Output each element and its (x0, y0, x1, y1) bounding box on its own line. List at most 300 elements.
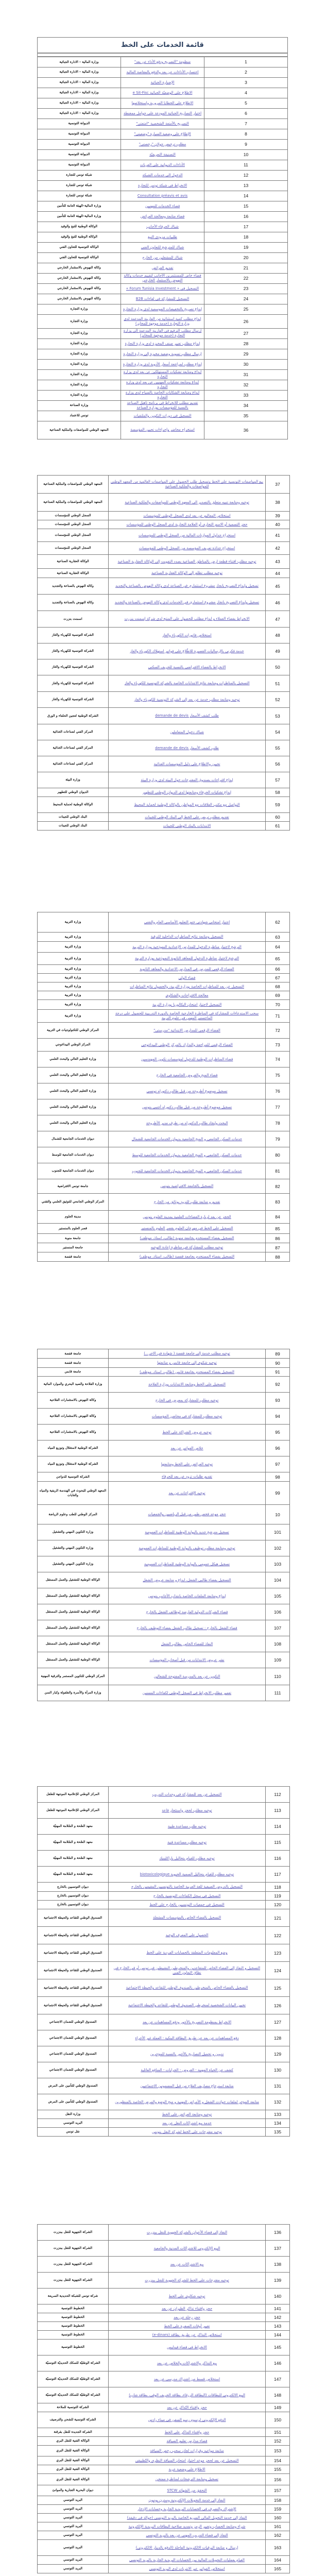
service-link[interactable]: التسجيل ومتابعة نتائج المناظرات الداخلية للترقية (150, 935, 224, 939)
service-cell (109, 2565, 266, 2573)
service-link[interactable]: خدمات السكن الجامعي و المنح الجامعية بديوان الخدمات الجامعية للوسط (132, 1153, 242, 1157)
service-link[interactable]: توجيه شكوى إلى جامعة قابس و متابعتها (157, 1361, 217, 1365)
table-row (38, 982, 290, 991)
service-link[interactable]: شراء ومتابعة الحساب وتغيير الرمز وتمديد صلاحية البطاقات البريدية الإلكترونية (128, 2524, 246, 2529)
table-row (38, 411, 288, 421)
service-link[interactable]: التسجيل بالدروس الصيفية للغة العربية الخاصة بالتونسيين المقيمين بالخارج (131, 1885, 243, 1889)
service-cell (109, 1440, 266, 1456)
service-cell (109, 2322, 266, 2331)
service-link[interactable]: إيداع ومتابعة الشكايات الخاصة بالسياح لدى وزارة التجارة (125, 391, 200, 399)
service-link[interactable]: طلب كشف الأسعار demande de devis (155, 714, 219, 718)
row-number: 66 (266, 965, 290, 974)
service-link[interactable]: إيداع مطلب لمراجعة أسعار الأدوية لدى وزارة التجارة (123, 362, 202, 366)
service-cell (109, 1234, 266, 1243)
service-cell (109, 772, 266, 788)
agency-cell: الوكالة الوطنية للتشغيل والعمل المستقل (38, 1620, 109, 1636)
service-link[interactable]: التسجيل عن بعد للمناظرات الخاصة بوزارة التربية، والحصول نتائج المناظرات (130, 984, 244, 989)
agency-cell: الوكالة الوطنية للتشغيل والعمل المستقل (38, 1636, 109, 1652)
service-link[interactable]: توجيه مطلب للمشاركة في مناظرة إعادة التوجيه (150, 1245, 224, 1250)
agency-cell: معهد الصّحة و السّلامة المهنيّة (38, 1867, 109, 1883)
table-row (38, 380, 288, 390)
agency-cell: وزارة التربية (38, 982, 109, 991)
table-row (38, 529, 290, 542)
service-link[interactable]: توجيه مطلب للمشاركة في محاضن المؤسسات (151, 1414, 222, 1418)
service-link[interactable]: فضاء الشغل بالخارج : تسجيل طالب الشغل بفضاء التوظيف بالخارج (136, 1625, 237, 1630)
row-number: 103 (266, 1556, 290, 1572)
service-link[interactable]: خدمات السكن الجامعي و المنح الجامعية بديوان الخدمات الجامعية للجنوب (132, 1168, 242, 1173)
service-link[interactable]: فضاء الخدمات للمهنيين (145, 204, 180, 208)
row-number: 27 (204, 328, 288, 338)
service-link[interactable]: تسجيل وإيداع التصريح بانجاز مشروع استثماري في الخدمات لدى وكالة النهوض بالصناعة والتجديد (114, 600, 260, 605)
service-link[interactable]: الدخول الى خدمات الشبكة (142, 173, 183, 177)
service-link[interactable]: استخراج جداول الموازنات المالية من السجل الوطني للمؤسسات (138, 533, 236, 537)
table-row (38, 2094, 290, 2110)
service-link[interactable]: الاطلاع على وضعية عربة (168, 2467, 205, 2471)
service-link[interactable]: استخلاص الفواتير عبر الانترنات لدى البريد التونسي (149, 2566, 225, 2571)
service-cell (109, 1083, 266, 1099)
service-link[interactable]: توجيه شكاوى على الخط (168, 2294, 205, 2298)
service-cell (109, 2355, 266, 2371)
service-link[interactable]: النفاذ إلى خدمة التحويل المالي السريع الخاصة بالبريد التونسي (حوالة في دقيقة) (127, 2515, 247, 2520)
service-cell (121, 180, 204, 191)
service-link[interactable]: الاطلاع على الوضعيّة الجبائية e Sit-Fisc (132, 90, 193, 95)
service-link[interactable]: التسجيل بفضاء طالبي الشغل، ايداع و متابعة عروض الشغل (143, 1578, 231, 1582)
service-link[interactable]: إيداع مطلب كمية استثنائية من الفارينة المدعمة لدى وزارة التجارة (خدمة موجهة للمخابز) (124, 316, 201, 326)
service-link[interactable]: توجيه الإقتراحات عن بعد (168, 1490, 205, 1495)
agency-cell: ديوان الخدمات الجامعية للجنوب (38, 1163, 109, 1179)
table-row (38, 2241, 290, 2257)
service-link[interactable]: Consultation préavis et avis (137, 193, 188, 198)
service-link[interactable]: التسجيل بفضاء المستخدم بجامعة قفصة (طالب، استاذ، موظف) (139, 1255, 235, 1259)
service-cell (109, 1867, 266, 1883)
agency-cell: الوكالة الوطنية للتشغيل والعمل المستقل (38, 1572, 109, 1588)
agency-cell: شبكة تونس للتجارة (38, 180, 121, 191)
service-link[interactable]: تقديم و متابعة طلب للتزود بوثائق من الخارج (153, 1199, 220, 1204)
service-link[interactable]: التسجيل في « Forum Tunisia Investment » (126, 286, 199, 291)
service-link[interactable]: فضاء المناظرات الوطنية للدخول لمؤسسات تكوين المهندسين (141, 1057, 233, 1061)
service-link[interactable]: طلبيات مزودي التبغ (148, 234, 177, 239)
service-link[interactable]: التسجيل في جمعيات التونسيين بالخارج على الخط (149, 1902, 225, 1907)
service-link[interactable]: تسجيل مترشح جديد بالبوابة الوطنية للمناظرات العمومية (145, 1530, 229, 1534)
row-number: 12 (204, 170, 288, 180)
agency-cell: وزارة التكوين المهني والتشغيل (38, 1540, 109, 1556)
agency-cell: وزارة التربية (38, 942, 109, 953)
row-number: 64 (266, 942, 290, 953)
service-link[interactable]: بيع التذاكر والاشتراكات والخلاص عن بعد (157, 2361, 217, 2365)
service-link[interactable]: استخلاص المعاليم عن بعد لدى السجل الوطني للمؤسسات (143, 513, 231, 518)
service-link[interactable]: التسجيل في سجل الكفاءات التونسية بالخارج (153, 1893, 221, 1898)
table-row (38, 1368, 290, 1377)
service-link[interactable]: إيداع تصريح بالتخفيضات الموسمية لدى وزارة التجارة (123, 307, 202, 311)
service-link[interactable]: احتساب الأداءات عن بعد والدفع بالمقاصة المالية (126, 70, 199, 74)
row-number: 80 (266, 1147, 290, 1163)
service-link[interactable]: الاطلاع على الخطايا المرورية واستخلاصها (131, 100, 194, 105)
service-link[interactable]: الترشح لاجتياز مناظرة الدخول للمعاهد الثانوية النموذجية بوزارة التربية (134, 956, 239, 961)
service-link[interactable]: تدوين و تحميل التصاريح بالأجور بالنسبة للمؤجرين (150, 2052, 224, 2056)
service-link[interactable]: الانخراط بمنظومة التصريح بالأجور ودفع المساهمات عن بعد (142, 2020, 232, 2024)
agency-cell: الصندوق الوطني للتقاعد والحيطة الاجتماعية (38, 1909, 109, 1927)
service-link[interactable]: نشر عروض الانتدابات من قبل أصحاب المؤسسات (149, 1657, 225, 1662)
agency-cell: تونس للاعتماد (38, 411, 121, 421)
table-row (38, 201, 288, 211)
table-row (38, 1851, 290, 1867)
service-link[interactable]: تسجيل موضوع أطروحة من قبل طالب دكتوراه أجنبي بتونس (142, 1105, 232, 1109)
row-number: 36 (204, 421, 288, 439)
service-cell (109, 1505, 266, 1524)
service-link[interactable]: النفاذ إلى فضاء التدريب المهني عن بعد بالبريد التونسي (146, 2533, 228, 2537)
service-link[interactable]: التسجيل في دورات التكوين والملتقيات (133, 413, 192, 418)
agency-cell: وكالة النهوض بالاستثمار الخارجي (38, 263, 121, 273)
row-number: 112 (266, 1787, 290, 1803)
service-link[interactable]: دفع المساهمات عن بعد عن طريق البطاقة البنكية - العملة غير الأجراء (135, 2036, 239, 2040)
row-number: 146 (266, 2355, 290, 2371)
service-cell (109, 2078, 266, 2094)
service-link[interactable]: توجيه مطلب مساعدة فنية (167, 1840, 207, 1844)
service-cell (121, 349, 204, 359)
row-number: 106 (266, 1604, 290, 1620)
row-number: 56 (266, 756, 290, 772)
service-link[interactable]: القيام بعمليات التحويلات المالية بين الحسابات البريدية الجارية بالبريد التونسي (129, 2557, 245, 2562)
service-link[interactable]: اجتياز امتحاني شهادتي ختم التعليم الأساسي العام والتقني (144, 920, 230, 924)
agency-cell: وزارة التعليم العالي والبحث العلمي (38, 1067, 109, 1083)
row-number: 140 (266, 2289, 290, 2304)
service-link[interactable]: استخلاص التذاكر عن طريق بطاقة (e-dinars) (152, 2332, 222, 2337)
service-link[interactable]: التسجيل عن بعد لحجز موعد اجتياز امتحان السياقة النظري والتّطبيقي (135, 2458, 239, 2463)
service-cell (109, 1636, 266, 1652)
service-cell (109, 2556, 266, 2565)
service-link[interactable]: التسجيل لاجتياز امتحان البكالوريا بوزارة التربية (152, 1002, 222, 1007)
service-link[interactable]: استخراج جذاذة تعريف المؤسسة من السجل الوطني للمؤسسات (139, 546, 235, 550)
service-cell (121, 400, 204, 411)
table-row (38, 294, 288, 304)
service-cell (109, 2496, 266, 2505)
service-link[interactable]: البيع الإلكتروني للاشتراكات المدنية والجامعية (153, 2246, 220, 2250)
service-link[interactable]: التسجيل بالفضاء الخاص بالمنخرطين بالصندوق الوطني للتقاعد والحيطة الإجتماعية (126, 1986, 248, 1990)
agency-cell: الصندوق الوطني للضمان الاجتماعي (38, 2030, 109, 2046)
service-link[interactable]: توجيه مطلب اقتناء قطعة ارض بالمناطق الصناعية بصدد التفويت إلى الوكالة العقارية الصناعية (117, 559, 256, 564)
agency-cell: البريد التونسي (38, 2496, 109, 2505)
service-link[interactable]: تقديم العرائض (151, 265, 174, 270)
row-number: 49 (266, 643, 290, 659)
table-row (38, 314, 288, 328)
agency-cell: المركز الوطني للإعلامية الموجهة للطفل (38, 1803, 109, 1819)
service-link[interactable]: إرسال مطلب الترفيع في الفارينة المدعمة إلى وزارة التجارة (خدمة موجهة للمخابز) (123, 329, 202, 337)
row-number: 29 (204, 349, 288, 359)
service-link[interactable]: إيداع ومتابعة الملفات الخاصة بانتداب الأجانب بتونس (148, 1594, 226, 1598)
agency-cell: الشركة الوطنية لعجين الحلفاء و الورق (38, 708, 109, 724)
service-link[interactable]: منظومة "التصريح ودفع الأداء عن بعد" (134, 59, 191, 64)
service-link[interactable]: توجيه مطلب للمشاركة بمعرض في الخارج (155, 1398, 219, 1402)
service-link[interactable]: إرسال و متابعة البرقيات الالكترونية العاجلة (الدفع بالدينار الالكتروني) (135, 2545, 238, 2550)
service-link[interactable]: متابعة استرجاع مصاريف العلاج من قبل المضمونين الاجتماعيين (140, 2083, 234, 2088)
service-link[interactable]: التواصل مع مكتب العلاقات مع المواطن بالوكالة الوطنية لحماية المحيط (134, 802, 240, 807)
table-row (38, 328, 288, 338)
service-link[interactable]: شباك للمشغلين من الخارج (142, 255, 183, 260)
service-link[interactable]: مطلب ترخيص جولان "رخصتي" (139, 142, 186, 146)
service-link[interactable]: إيداع ومتابعة تشكيات المستهلكين عن بعد لدى وزارة التجارة (123, 370, 202, 379)
service-link[interactable]: النفاذ إلى فضاء الأعوان بالشركة الجهوية للنقل ببنزرت (146, 2230, 228, 2234)
service-link[interactable]: توجيه ومتابعة مطلب توظيف بالبوابة الوطنية للمناظرات العمومية (139, 1546, 235, 1550)
service-cell (109, 1572, 266, 1588)
service-link[interactable]: بيع المواصفات التونسية على الخط وتسجيل طلب الحصول على المواصفات العالمية من المعهد الوطني للمواصفات والملكية الصناعية (110, 480, 264, 488)
service-link[interactable]: تسجيل ومتابعة الترشحات لمناظرة ممتحن (156, 2477, 218, 2482)
service-link[interactable]: تسجيل هيكل عمومي بالبوابة الوطنية للمناظرات العمومية (144, 1562, 230, 1566)
row-number: 102 (266, 1540, 290, 1556)
service-link[interactable]: التحقق من الشهائد STCW (167, 2488, 207, 2493)
agency-cell: الوكالة الوطنية للتبغ والوقيد (38, 232, 121, 242)
service-cell (109, 520, 266, 529)
service-link[interactable]: سحب الاستدعاءات للمشاركة في المناظرة الخارجية الخاصة بالدورة التدريبية للحصول على درجة الماجستير المهني في علوم التربية (115, 1011, 259, 1020)
row-number: 108 (266, 1636, 290, 1652)
service-link[interactable]: التسجيل للمشاركة في لقاءات B2B (135, 296, 190, 301)
service-link[interactable]: الانخراط بالفضاء الافتراضي بالنسبة للحريف السكني (148, 665, 226, 669)
row-number: 39 (266, 512, 290, 520)
service-link[interactable]: التسجيل على الخط في مهرجان العلوم بقصر العلوم بالمنستير (141, 1226, 233, 1231)
service-link[interactable]: فضاء المنح والقروض الجامعية في الخارج (156, 1073, 218, 1077)
service-cell (109, 494, 266, 512)
service-link[interactable]: توجيه مقترحات على الخط لشركة النقل بتونس (152, 2129, 222, 2134)
service-link[interactable]: الفضاء الرقمي للمدرس في المدارس الاعدادية والمعاهد الثانوية (140, 967, 234, 971)
agency-cell: جامعة قفصة (38, 1359, 109, 1368)
service-link[interactable]: التصنيفة التعريفيّة (149, 152, 176, 157)
service-link[interactable]: البحث وإيجاد طالب الدكتوراه من طرف مدير الأطروحة (146, 1121, 228, 1125)
service-link[interactable]: حجز واقتناء التذاكر على الخط (164, 2430, 210, 2434)
service-cell (109, 1039, 266, 1052)
service-link[interactable]: تغيير أوقات السفرة على الخط (164, 2324, 210, 2328)
service-link[interactable]: كشف عن الحياة المهنية - القروض - الجرايات - المنافع العائلية (141, 2067, 233, 2072)
service-link[interactable]: الترشح لاجتياز مناظرة الدخول للمدارس الإعدادية النموذجية بوزارة التربية (132, 944, 242, 949)
service-link[interactable]: خلاص الفواتير عن بعد (170, 1446, 203, 1450)
agency-cell: وزارة النقل (38, 2110, 109, 2119)
service-cell (109, 2257, 266, 2273)
table-row (38, 2485, 290, 2496)
service-cell (109, 2241, 266, 2257)
agency-cell: نقل تونس (38, 2128, 109, 2137)
service-cell (109, 1179, 266, 1194)
service-link[interactable]: التسجيل عن بعد للمشاركة في وحدات التدريب (152, 1792, 222, 1797)
service-link[interactable]: التسجيل بفضاء المستخدم بجامعة منوبة (طالب، استاذ، موظف) (140, 1236, 234, 1241)
service-link[interactable]: التسجيل بالمناظرات ومتابعة نتائج الانتدابات الخاصة بالشركة التونسية للكهرباء والغاز (124, 681, 250, 686)
service-link[interactable]: حجز واقتناء تذاكر الطيران عن بعد (161, 2306, 213, 2311)
agency-cell: وزارة التجارة (38, 369, 121, 380)
agency-cell: الخطوط التونسية (38, 2331, 109, 2340)
row-number: 74 (266, 1052, 290, 1067)
service-link[interactable]: الحجز عن بعد لزيارة الفضاءات العلمية بمدينة العلوم بتونس (143, 1214, 231, 1219)
agency-cell: وزارة التجارة (38, 304, 121, 314)
table-row (38, 2387, 290, 2403)
service-link[interactable]: البيع الالكتروني للبطاقات (البطاقة الزرقاء، بطاقة الحريف الوفي، بطاقة شاب) (129, 2393, 245, 2397)
table-row (38, 2304, 290, 2313)
table-row (38, 149, 288, 160)
service-link[interactable]: حجز التسمية أو الاسم التجاري أو العلامة التجارية لدى السجل الوطني للمؤسسات (126, 522, 248, 527)
table-row (38, 2331, 290, 2340)
row-number: 53 (266, 708, 290, 724)
service-link[interactable]: فضاء الولي (178, 975, 196, 980)
service-link[interactable]: الأداءات الديوانية على العربات (140, 162, 185, 167)
service-link[interactable]: الفضاء الرقمي للمدارس الابتدائية "مدرستي" (153, 1028, 220, 1032)
service-link[interactable]: التسجيل على الخط ومتابعة الانتدابات بوزارة الفلاحة (148, 1382, 226, 1386)
agency-cell: وزارة المالية – الادارة الجبائية (38, 67, 121, 77)
service-link[interactable]: التسجيل بالفضاء الخاص بالمؤسسات المشغلة (152, 1916, 221, 1920)
service-link[interactable]: توجيه العرائض على الخط ومتابعتها (161, 1462, 213, 1466)
service-cell (121, 108, 204, 118)
service-link[interactable]: شباك للمترشح للتعاون الفني (141, 245, 184, 249)
service-cell (109, 1368, 266, 1377)
service-link[interactable]: فضاء مدارس تعليم السياقة (166, 2438, 208, 2443)
service-link[interactable]: إيداع مطلب تغيير صنف المخبزة لدى وزارة التجارة (125, 341, 200, 346)
row-number: 139 (266, 2273, 290, 2289)
service-link[interactable]: التسجيل بفضاء المستخدم بجامعة قابس (طالب، استاذ، موظف) (140, 1369, 234, 1374)
agency-cell: الصندوق الوطني للتقاعد والحيطة الاجتماعية (38, 1927, 109, 1944)
service-link[interactable]: الفضاء الرقمي للمراجعة والتدارك بالمركز الوطني البيداغوجي (141, 1042, 233, 1047)
service-link[interactable]: التسجيل بالجامعة الافتراضية بتونس (160, 1184, 214, 1189)
row-number: 47 (266, 611, 290, 628)
service-link[interactable]: الدفع الإلكتروني لرسوم رسو السفن في ميناء رادس (148, 2417, 226, 2422)
service-link[interactable]: الانتدابات بالبنك الوطني للجينات (163, 823, 211, 828)
service-link[interactable]: تقديم مطلب للانخراط في برنامج تأهيل الصناعة بالنسبة للمؤسسات بوزارة الصناعة (127, 401, 198, 410)
service-link[interactable]: توجيه مقترحات على الخط للشركة الجهوية للنقل ببنزرت (145, 2278, 229, 2282)
service-link[interactable]: تسجيل موضوع أطروحة من قبل طالب دكتوراه تونسي (146, 1089, 228, 1093)
row-number: 82 (266, 1179, 290, 1194)
service-cell (121, 77, 204, 88)
service-link[interactable]: حجز واقتناء التّذاكر عن بعد (167, 2405, 207, 2410)
service-link[interactable]: تقديم مطلب تربص على الخط إلى البنك الوطني للجينات (145, 815, 229, 819)
service-link[interactable]: إيداع اقتراحات بصندوق المقترحات حول البيئة لدى وزارة البيئة (141, 777, 233, 782)
service-link[interactable]: فضاء متابعة ومعالجة العرائض (140, 214, 185, 218)
service-cell (121, 67, 204, 77)
service-link[interactable]: حجز رحلة عن بعد (174, 2315, 200, 2319)
service-link[interactable]: استخراج محاضر وإجراءات تحيين المؤسسة (130, 428, 195, 432)
service-link[interactable]: توجيه مطلب للقيام بتحاليل السمية الحيوية biotoxicologique (140, 1872, 234, 1876)
service-link[interactable]: الحصول على المعرف الوحيد (165, 1933, 209, 1938)
row-number: 79 (266, 1131, 290, 1147)
service-cell (121, 328, 204, 338)
service-link[interactable]: شباك الحرفاء الأجانب (146, 224, 179, 229)
agency-cell: وزارة التربية (38, 991, 109, 1000)
service-link[interactable]: التكوين عن بعد بالمدرسة المفتوحة للشغالين (153, 1674, 220, 1679)
service-link[interactable]: توجيه مطلب للقيام بتحاليل باراكلينيك (159, 1856, 215, 1860)
service-link[interactable]: تسجيل وإيداع التصريح بانجاز مشروع استثماري في الصناعة لدى وكالة النهوض بالصناعة والتجديد (115, 584, 259, 588)
service-cell (121, 160, 204, 170)
agency-cell: وكالة النهوض بالصناعة والتجديد (38, 578, 109, 595)
service-link[interactable]: تحيين البيانات الشخصية لمنخرطي الصندوق الوطني للتقاعد والحيطة الاجتماعية (128, 2003, 246, 2008)
table-row (38, 273, 288, 283)
row-number: 133 (266, 2110, 290, 2119)
service-link[interactable]: فضاء خاص للمستثمرين الأجانب لتقييم خدمات وكالة النهوض بالاستثمار الخارجي (124, 274, 201, 282)
service-link[interactable]: وضع المعلومات المتعلقة بالحسابات الفردية على الخط (146, 1951, 228, 1955)
service-cell (109, 2505, 266, 2514)
service-link[interactable]: التصريح بالأمتعة الشخصية "امتعتي" (136, 121, 189, 126)
table-row (38, 724, 290, 740)
service-cell (121, 242, 204, 252)
table-row (38, 740, 290, 756)
service-link[interactable]: توجيه طلب مساعدة طبية (167, 1824, 207, 1828)
service-cell (109, 1835, 266, 1851)
row-number: 8 (204, 129, 288, 139)
service-link[interactable]: توجيه ومتابعة تنبيه متعلق بالتصدير الى المعهد الوطني للمواصفات والملكية الصناعية (125, 500, 249, 504)
service-link[interactable]: فضاء الشركات الدولية العارضة لوظائف الشغل بالخارج (146, 1609, 228, 1614)
row-number: 143 (266, 2322, 290, 2331)
table-row (38, 708, 290, 724)
table-page-3 (37, 912, 288, 1262)
service-link[interactable]: متابعة المؤجر لملفات حوادث الشغل و الأمراض المهنية و منح الوضع والمرض الخاصة بالمنظورين (115, 2099, 259, 2104)
service-link[interactable]: توجيه ومتابعة العرائض على الخط (162, 2112, 212, 2116)
agency-cell: وكالة النهوض بالاستثمارات الفلاحية (38, 1409, 109, 1425)
service-link[interactable]: خدمة فكرني بالإرساليات القصيرة للاطّلاع على فواتير استهلاك الكهرباء والغاز (130, 649, 244, 653)
row-number: 126 (266, 1997, 290, 2014)
agency-cell: البنك الوطني للجينات (38, 813, 109, 822)
row-number: 86 (266, 1234, 290, 1243)
service-link[interactable]: توجيه مطلب تظلم إلى الوكالة العقارية الصناعية (151, 571, 223, 575)
service-link[interactable]: تحيين والاطلاع على دليل المؤسسات الغذائية (153, 761, 220, 766)
service-link[interactable]: استخلاص قسط من اشتراك مدرسي عن بعد (153, 2377, 220, 2381)
service-link[interactable]: توجيه ومتابعة مطلب خدمة عن بعد إلى الشركة التونسية للكهرباء والغاز (134, 697, 240, 702)
row-number: 13 (204, 180, 288, 191)
service-link[interactable]: الإضبارة الجبائية (150, 80, 175, 84)
service-link[interactable]: إرسال مطلب تسوية وضعية مخبزة إلى وزارة التجارة (123, 351, 202, 356)
service-cell (109, 1052, 266, 1067)
agency-cell: البريد التونسي (38, 2522, 109, 2531)
service-cell (109, 595, 266, 611)
service-link[interactable]: حجز موعد فحص طبي من قبل الرياضيين والجمعيات (148, 1512, 226, 1517)
service-link[interactable]: استخلاص فاتورات الكهرباء والغاز (162, 633, 212, 637)
service-link[interactable]: الانخراط بفضاء العملاء و ايداع مطلب للحصول على المنتج لدى شركة إسمنت بنزرت (124, 617, 250, 621)
table-row (38, 2412, 290, 2428)
table-row (38, 108, 288, 118)
service-link[interactable]: خدمة بيع اشتراكات النقل عن بعد (162, 2121, 212, 2125)
service-link[interactable]: الإطلاع على وضعية السيارة "وضعيتي" (134, 131, 191, 136)
agency-cell: الوكالة الفنية للنقل البري (38, 2437, 109, 2446)
row-number: 42 (266, 542, 290, 555)
service-link[interactable]: توجيه مطلب خدمة إلى جامعة قفصة ( شهادة في الاجر...) (144, 1351, 230, 1356)
service-cell (109, 1652, 266, 1668)
service-link[interactable]: الانخراط في شبكة تونس للتجارة (138, 183, 187, 188)
service-link[interactable]: بيع الاشتراكات عن بعد (170, 2262, 204, 2266)
service-link[interactable]: توجيه عروض الشراكة على الخط (162, 1430, 212, 1434)
agency-cell: المعهد الوطني للمواصفات والملكية الصناعية (38, 494, 109, 512)
service-link[interactable]: تقديم طلبات تزود عن بعد للحرفاء (161, 1475, 213, 1479)
table-row (38, 942, 290, 953)
row-number: 65 (266, 953, 290, 965)
service-link[interactable]: شباك دخول المتعاملين (170, 730, 204, 734)
service-link[interactable]: التسجيل و النفاذ إلى الفضاء الخاص للمتقاعدين والمنخرطين النشيطين في تونس أو في الخارج في نطاق التعاون الفني (113, 1965, 261, 1975)
service-link[interactable]: اختيار التصاريح الجبائية المودعة على حوامل ممغنطة (123, 111, 202, 115)
service-link[interactable]: إيداع ومتابعة تشكيات المهنيين عن بعد لدى وزارة التجارة (126, 380, 199, 389)
table-row (38, 1997, 290, 2014)
agency-cell: الشركة التونسية للكهرباء والغاز (38, 675, 109, 692)
service-link[interactable]: النفاذ للفضاء الخاص بطالب الشغل (161, 1641, 213, 1646)
service-link[interactable]: إيداع تشكيات الحرفاء ومتابعتها لدى الديوان الوطني للتطهير (143, 790, 231, 794)
agency-cell: الشركة التونسية للكهرباء والغاز (38, 628, 109, 643)
table-row (38, 242, 288, 252)
table-row (38, 1393, 290, 1409)
service-link[interactable]: النفاذ إلى خدمة التحويلات الإلكترونية وسترن يونيون (148, 2498, 226, 2502)
service-link[interactable]: خدمات السكن الجامعي و المنح الجامعية بديوان الخدمات الجامعية للشمال (131, 1137, 243, 1141)
service-link[interactable]: الانخراط في فضاء فيدليس (167, 2345, 207, 2349)
agency-cell: وزارة التعليم العالي والبحث العلمي (38, 1052, 109, 1067)
service-link[interactable]: توجيه مطلب لحجز واستئجار قاعة (162, 1808, 212, 1812)
agency-cell: الشركة التونسية للكهرباء والغاز (38, 659, 109, 675)
service-link[interactable]: الإشتراك والتصرف في الحسابات البريدية الجارية وحسابات الإدخار (138, 2506, 236, 2511)
agency-cell: السجل الوطني للمؤسسات (38, 542, 109, 555)
service-link[interactable]: معالجة الاقتراحات والشكاوى (165, 993, 209, 997)
service-link[interactable]: متابعة مواعيد وقرارات لجان سحب رخص السياقة (150, 2448, 224, 2453)
service-link[interactable]: تعمير مطلب الانخراط في السجل الوطني لكفاءات المسنين (142, 1690, 232, 1695)
table-row (38, 772, 290, 788)
row-number: 123 (266, 1944, 290, 1962)
service-link[interactable]: طلب كشف الأسعار demande de devis (155, 745, 219, 750)
agency-cell: وكالة النهوض بالاستثمارات الفلاحية (38, 1393, 109, 1409)
